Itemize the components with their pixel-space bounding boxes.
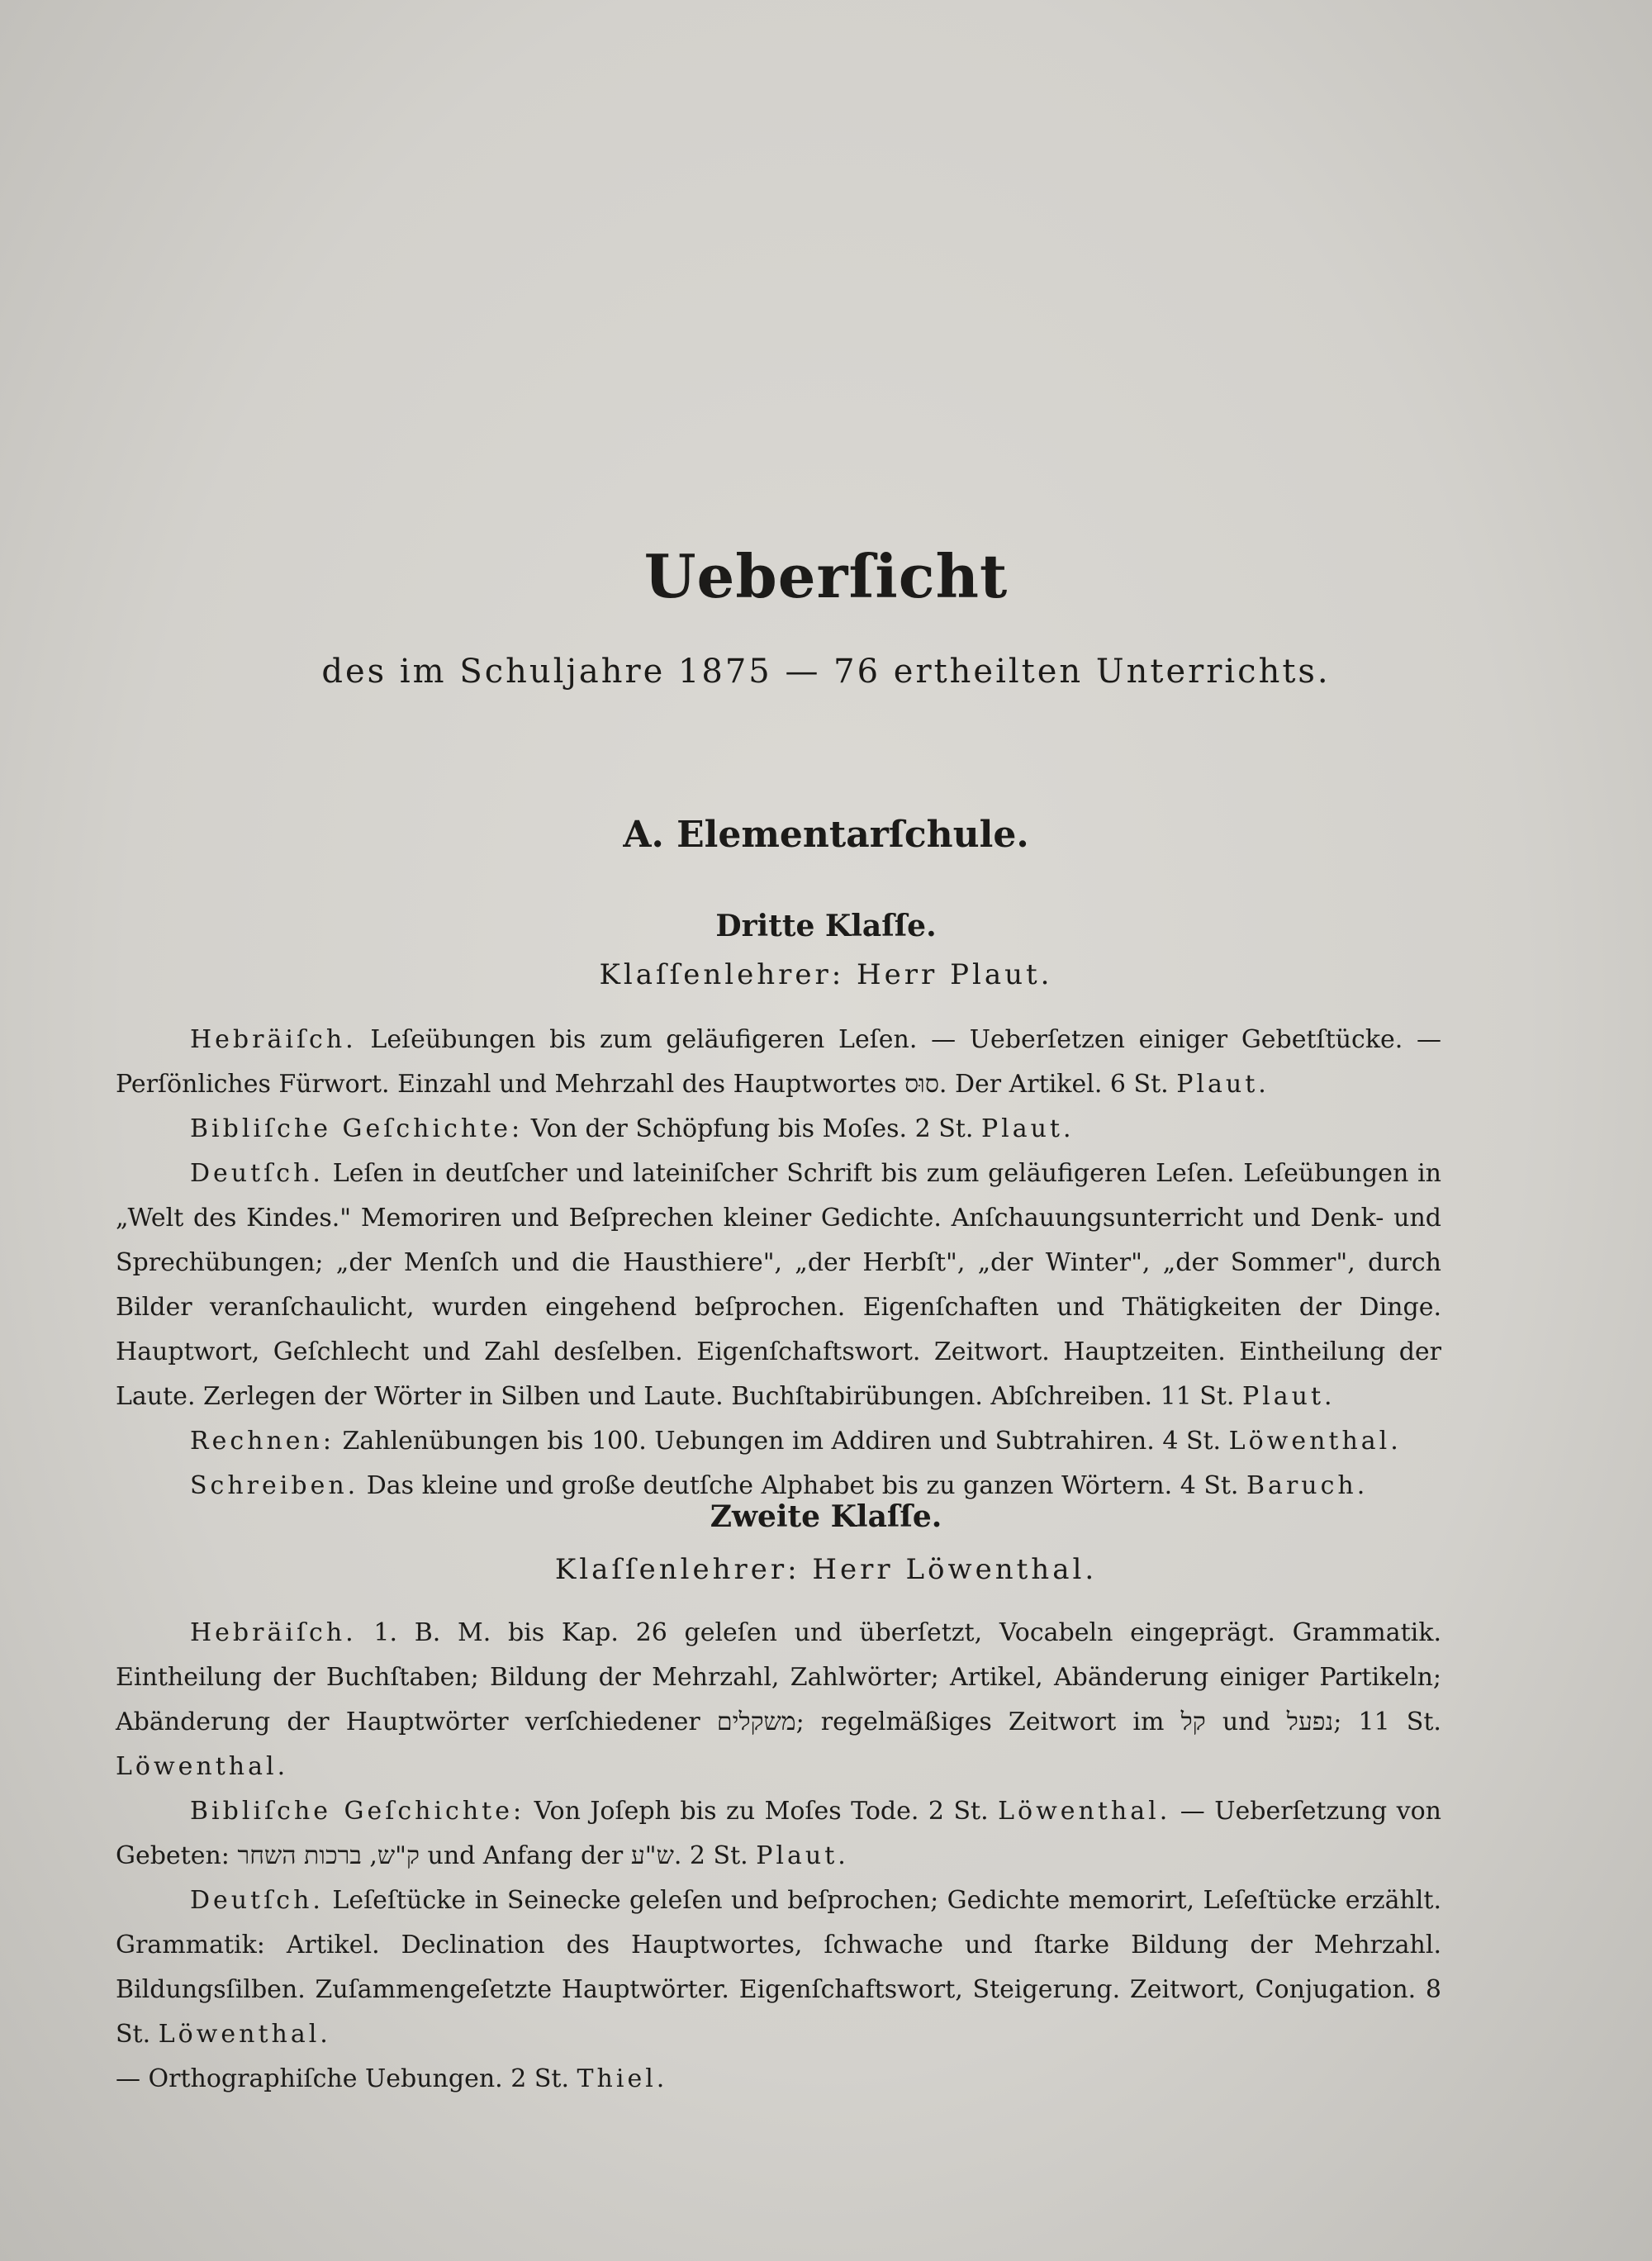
subject-text: Das kleine und große deutſche Alphabet bis zu ganzen Wörtern. 4 St.: [366, 1471, 1239, 1500]
class2-teacher: Klaſſenlehrer: Herr Löwenthal.: [554, 1553, 1098, 1586]
subject-label: Bibliſche Geſchichte:: [190, 1114, 524, 1143]
section-title: A. Elementarſchule.: [623, 814, 1029, 856]
teacher-name: Thiel.: [577, 2064, 668, 2093]
hebrew-word: משקלים: [716, 1708, 796, 1736]
hebrew-word: ש"ע: [630, 1841, 674, 1870]
class3-body: [116, 1018, 1441, 1508]
subject-label: Rechnen:: [190, 1427, 335, 1456]
teacher-name: Plaut.: [756, 1841, 849, 1870]
teacher-name: Plaut.: [1176, 1070, 1270, 1099]
class2-orthographie: [116, 2057, 1441, 2102]
subject-text: Leſeſtücke in Seinecke geleſen und beſprochen; Gedichte memorirt, Leſeſtücke erzählt. Grammatik: Artikel. Declination des Hauptwortes, ſchwache und ſtarke Bildung der Mehrzahl. Bildungsſilben. Zuſammengeſetzte Hauptwörter. Eigenſchaftswort, Steigerung. Zeitwort, Conjugation. 8 St.: [116, 1886, 1441, 2049]
subject-label: Hebräiſch.: [190, 1025, 357, 1054]
class3-heading: Dritte Klaſſe.: [715, 909, 937, 943]
subject-text: Leſen in deutſcher und lateiniſcher Schrift bis zum geläufigeren Leſen. Leſeübungen in „Welt des Kindes." Memoriren und Beſprechen kleiner Gedichte. Anſchauungsunterricht und Denk- und Sprechübungen; „der Menſch und die Hausthiere", „der Herbſt", „der Winter", „der Sommer", durch Bilder veranſchaulicht, wurden eingehend beſprochen. Eigenſchaften und Thätigkeiten der Dinge. Hauptwort, Geſchlecht und Zahl desſelben. Eigenſchaftswort. Zeitwort. Hauptzeiten. Eintheilung der Laute. Zerlegen der Wörter in Silben und Laute. Buchſtabirübungen. Abſchreiben. 11 St.: [116, 1159, 1441, 1411]
subject-label: Hebräiſch.: [190, 1618, 357, 1647]
subject-label: Deutſch.: [190, 1159, 324, 1188]
subject-text: . 2 St.: [673, 1841, 748, 1870]
teacher-name: Baruch.: [1246, 1471, 1369, 1500]
subject-label: Bibliſche Geſchichte:: [190, 1797, 525, 1826]
class3-biblische-geschichte: [116, 1107, 1441, 1152]
class3-hebraeisch: [116, 1018, 1441, 1107]
class3-rechnen: [116, 1419, 1441, 1464]
subject-text: ; 11 St.: [1333, 1708, 1441, 1736]
subject-text: Leſeübungen bis zum geläufigeren Leſen. — Ueberſetzen einiger Gebetſtücke. — Perſönliches Fürwort. Einzahl und Mehrzahl des Hauptwortes: [116, 1025, 1441, 1099]
subject-text: und: [1222, 1708, 1270, 1736]
teacher-name: Löwenthal.: [1228, 1427, 1402, 1456]
class2-deutsch: [116, 1879, 1441, 2057]
class2-biblische-geschichte: [116, 1789, 1441, 1879]
subject-label: Deutſch.: [190, 1886, 324, 1915]
teacher-name: Löwenthal.: [158, 2020, 331, 2049]
hebrew-word: קל: [1180, 1708, 1206, 1736]
class3-deutsch: [116, 1152, 1441, 1419]
subject-text: Von der Schöpfung bis Moſes. 2 St.: [530, 1114, 974, 1143]
teacher-name: Plaut.: [980, 1114, 1075, 1143]
subject-text: Zahlenübungen bis 100. Uebungen im Addiren und Subtrahiren. 4 St.: [342, 1427, 1222, 1456]
class3-teacher: Klaſſenlehrer: Herr Plaut.: [599, 958, 1053, 991]
subject-label: Schreiben.: [190, 1471, 359, 1500]
subject-text: . Der Artikel. 6 St.: [938, 1070, 1169, 1099]
teacher-name: Löwenthal.: [998, 1797, 1171, 1826]
class2-hebraeisch: [116, 1611, 1441, 1789]
subject-text: 1. B. M. bis Kap. 26 geleſen und überſetzt, Vocabeln eingeprägt. Grammatik. Eintheilung der Buchſtaben; Bildung der Mehrzahl, Zahlwörter; Artikel, Abänderung einiger Partikeln; Abänderung der Hauptwörter verſchiedener: [116, 1618, 1441, 1736]
page-title: Ueberſicht: [643, 541, 1009, 611]
teacher-name: Plaut.: [1241, 1382, 1336, 1411]
class2-heading: Zweite Klaſſe.: [710, 1499, 942, 1534]
subject-text: ; regelmäßiges Zeitwort im: [795, 1708, 1165, 1736]
hebrew-word: ק"ש, ברכות השחר: [237, 1841, 420, 1870]
class2-body: [116, 1611, 1441, 2102]
subject-text: Von Joſeph bis zu Moſes Tode. 2 St.: [534, 1797, 989, 1826]
hebrew-word: סוּס: [904, 1070, 939, 1099]
hebrew-word: נפעל: [1286, 1708, 1334, 1736]
subject-text: — Ueberſetzung von Gebeten:: [116, 1797, 1441, 1870]
subject-text: und Anfang der: [427, 1841, 624, 1870]
teacher-name: Löwenthal.: [116, 1752, 289, 1781]
page-subtitle: des im Schuljahre 1875 — 76 ertheilten Unterrichts.: [321, 653, 1331, 691]
subject-text: — Orthographiſche Uebungen. 2 St.: [116, 2064, 569, 2093]
